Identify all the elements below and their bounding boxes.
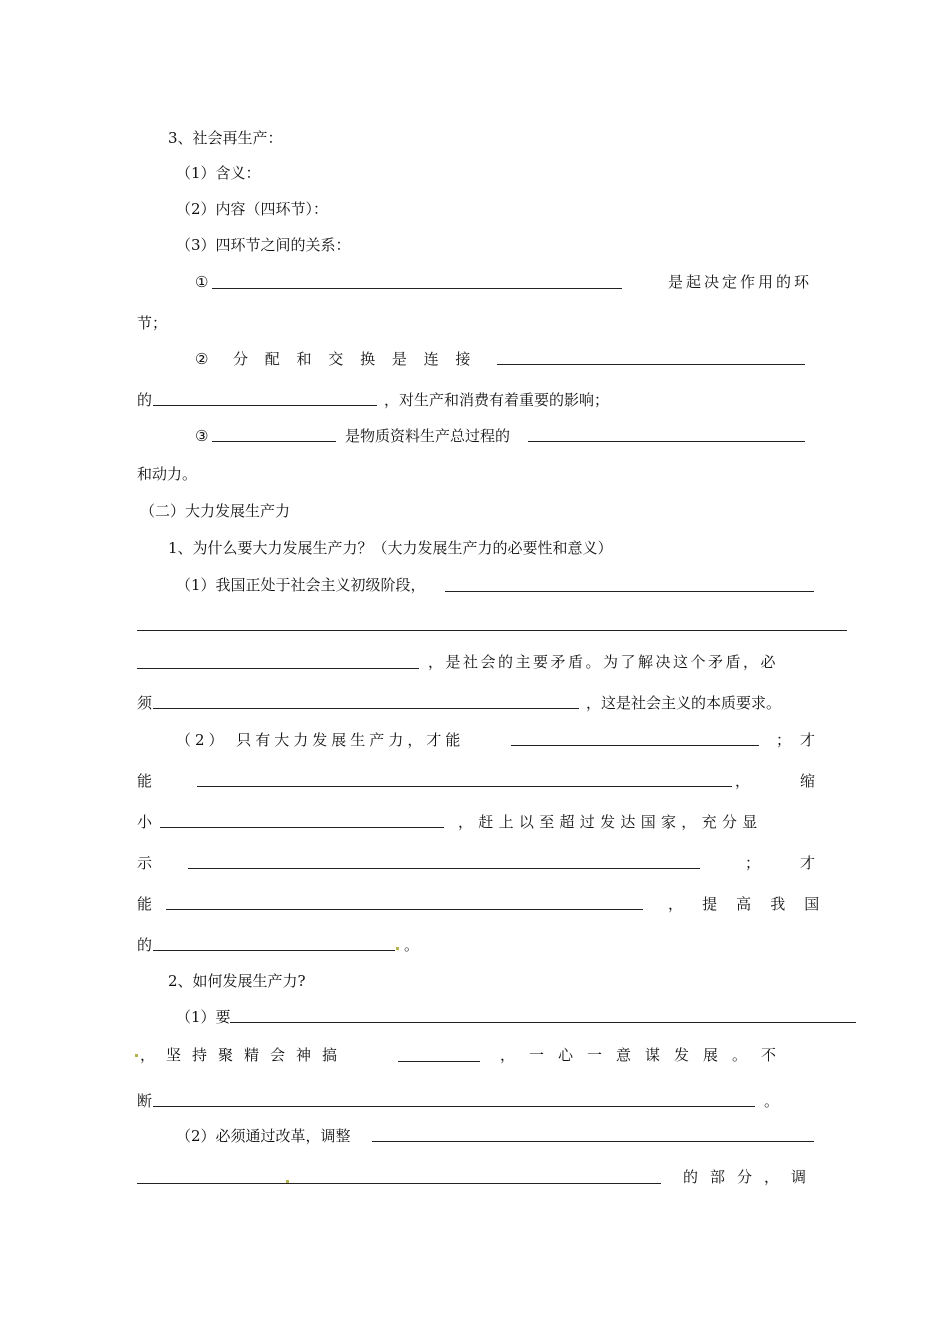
mark-dot bbox=[135, 1054, 138, 1057]
blank-line[interactable] bbox=[212, 441, 336, 442]
h1-duan: 断 bbox=[137, 1092, 153, 1110]
mark-dot bbox=[396, 947, 399, 950]
p1-xu: 须 bbox=[137, 694, 153, 712]
p2-comma: ， bbox=[735, 772, 751, 790]
h2-end: 的部分，调 bbox=[683, 1168, 819, 1186]
blank-line[interactable] bbox=[445, 591, 814, 592]
relation-2-number: ② bbox=[195, 350, 209, 368]
blank-line[interactable] bbox=[153, 1106, 755, 1107]
relation-2-tail: ，对生产和消费有着重要的影响； bbox=[384, 391, 610, 409]
question-1: 1、为什么要大力发展生产力？（大力发展生产力的必要性和意义） bbox=[168, 539, 613, 557]
p2-de: 的 bbox=[137, 936, 153, 954]
question-2: 2、如何发展生产力? bbox=[168, 972, 306, 990]
p2-raise: ， 提 高 我 国 bbox=[668, 895, 820, 913]
blank-line[interactable] bbox=[372, 1141, 814, 1142]
blank-line[interactable] bbox=[153, 405, 377, 406]
blank-line[interactable] bbox=[188, 868, 700, 869]
blank-line[interactable] bbox=[137, 668, 419, 669]
part-2-title: （二）大力发展生产力 bbox=[140, 502, 291, 520]
relation-3-text: 是物质资料生产总过程的 bbox=[345, 427, 511, 445]
blank-line[interactable] bbox=[511, 745, 759, 746]
p2-semicolon: ； bbox=[776, 731, 792, 749]
p2-xiao: 小 bbox=[137, 813, 153, 831]
blank-line[interactable] bbox=[197, 786, 732, 787]
blank-line[interactable] bbox=[153, 708, 579, 709]
section-3-title: 3、社会再生产： bbox=[168, 129, 283, 147]
blank-line[interactable] bbox=[160, 827, 444, 828]
p2-cai: 才 bbox=[800, 731, 816, 749]
h2-start: （2）必须通过改革，调整 bbox=[176, 1127, 351, 1145]
relation-2-text: 分 配 和 交 换 是 连 接 bbox=[233, 350, 477, 368]
p2-catch-up: ，赶上以至超过发达国家，充分显 bbox=[458, 813, 763, 831]
relation-1-tail: 节； bbox=[137, 314, 168, 332]
blank-line[interactable] bbox=[212, 288, 622, 289]
blank-line[interactable] bbox=[137, 1183, 661, 1184]
p1-mid: ，是社会的主要矛盾。为了解决这个矛盾，必 bbox=[428, 653, 779, 671]
h1-mid2: ，一心一意谋发展。不 bbox=[500, 1046, 791, 1064]
p2-shi: 示 bbox=[137, 854, 153, 872]
item-content: （2）内容（四环节）： bbox=[176, 200, 329, 218]
p1-end: ，这是社会主义的本质要求。 bbox=[586, 694, 782, 712]
p1-start: （1）我国正处于社会主义初级阶段， bbox=[176, 576, 426, 594]
item-relation: （3）四环节之间的关系： bbox=[176, 236, 351, 254]
p2-cai-2: 才 bbox=[800, 854, 816, 872]
blank-line[interactable] bbox=[153, 950, 395, 951]
blank-line[interactable] bbox=[528, 441, 805, 442]
relation-3-number: ③ bbox=[195, 427, 209, 445]
blank-line[interactable] bbox=[497, 364, 805, 365]
h1-end: 。 bbox=[764, 1092, 780, 1110]
p2-start: （2） 只有大力发展生产力，才能 bbox=[176, 731, 465, 749]
relation-3-tail: 和动力。 bbox=[137, 465, 198, 483]
p2-suo: 缩 bbox=[800, 772, 816, 790]
p2-neng-2: 能 bbox=[137, 895, 153, 913]
p2-semicolon-2: ； bbox=[745, 854, 761, 872]
blank-line[interactable] bbox=[230, 1022, 856, 1023]
relation-2-de: 的 bbox=[137, 391, 153, 409]
item-meaning: （1）含义： bbox=[176, 164, 261, 182]
blank-line[interactable] bbox=[137, 630, 847, 631]
mark-dot bbox=[286, 1180, 289, 1183]
relation-1-text: 是起决定作用的环 bbox=[668, 273, 813, 291]
blank-line[interactable] bbox=[398, 1061, 480, 1062]
relation-1-number: ① bbox=[195, 273, 209, 291]
blank-line[interactable] bbox=[166, 909, 643, 910]
p2-neng: 能 bbox=[137, 772, 153, 790]
p2-period: 。 bbox=[404, 936, 420, 954]
h1-mid: ，坚持聚精会神搞 bbox=[140, 1046, 349, 1064]
h1-start: （1）要 bbox=[176, 1008, 231, 1026]
